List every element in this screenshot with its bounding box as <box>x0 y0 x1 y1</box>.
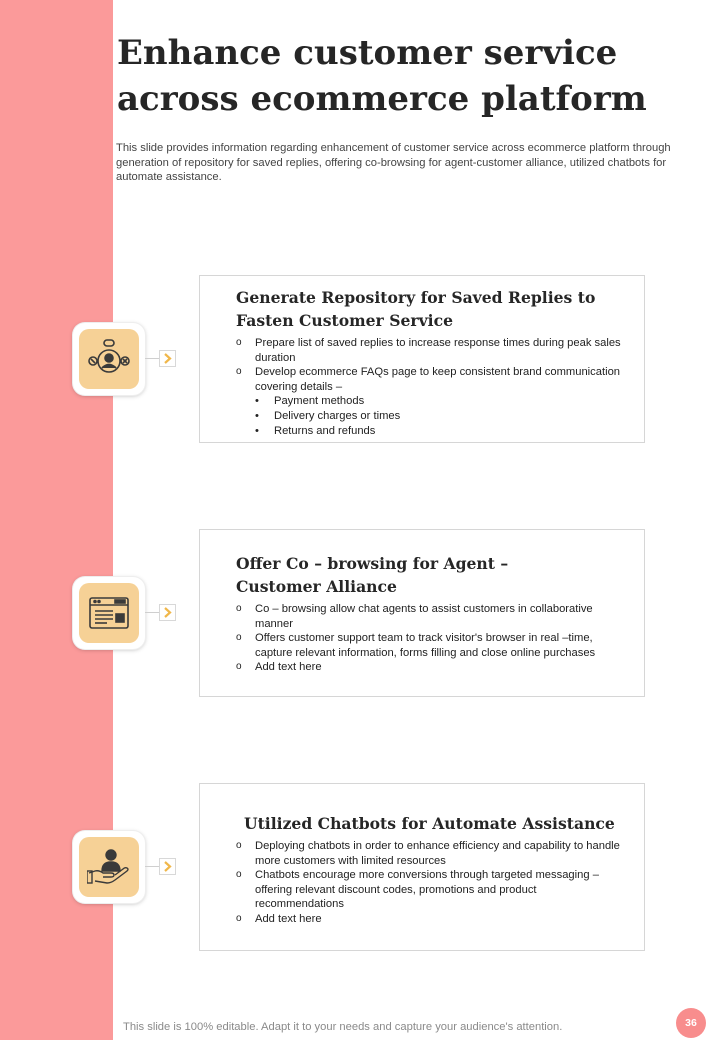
sub-list-item: • Delivery charges or times <box>255 409 628 424</box>
card-saved-replies <box>199 275 645 443</box>
page-number-badge: 36 <box>676 1008 706 1038</box>
card-co-browsing <box>199 529 645 697</box>
list-item: o Add text here <box>236 912 628 927</box>
hand-holding-person-icon <box>79 837 139 897</box>
footer-note: This slide is 100% editable. Adapt it to your needs and capture your audience's attention. <box>123 1021 563 1033</box>
list-item: o Add text here <box>236 660 628 675</box>
browser-window-icon <box>79 583 139 643</box>
card-heading: Utilized Chatbots for Automate Assistance <box>244 814 615 833</box>
list-item-text: Develop ecommerce FAQs page to keep consistent brand communication covering details – <box>255 366 621 393</box>
chevron-right-icon <box>159 604 176 621</box>
card-points <box>236 602 628 675</box>
card-heading: Generate Repository for Saved Replies to Fasten Customer Service <box>236 288 596 330</box>
sub-points <box>255 394 628 438</box>
list-item <box>236 365 628 438</box>
connector-line-2 <box>145 612 159 613</box>
list-item: o Prepare list of saved replies to increase response times during peak sales duration <box>236 336 628 365</box>
list-item: o Deploying chatbots in order to enhance efficiency and capability to handle more customers with limited resources <box>236 839 628 868</box>
list-item: o Chatbots encourage more conversions through targeted messaging – offering relevant discount codes, promotions and product recommendations <box>236 868 628 912</box>
chevron-right-icon <box>159 350 176 367</box>
list-item: o Offers customer support team to track visitor's browser in real –time, capture relevant information, forms filling and close online purchases <box>236 631 628 660</box>
connector-line-3 <box>145 866 159 867</box>
icon-tile-3 <box>73 831 145 903</box>
icon-tile-1 <box>73 323 145 395</box>
customer-support-icon <box>79 329 139 389</box>
page-subtitle: This slide provides information regarding enhancement of customer service across ecommerce platform through generation of repository for saved replies, offering co-browsing for agent-customer alliance, utilized chatbots for automate assistance. <box>116 142 671 183</box>
icon-tile-2 <box>73 577 145 649</box>
card-heading: Offer Co – browsing for Agent – Customer Alliance <box>236 554 509 596</box>
page-title: Enhance customer service across ecommerce platform <box>117 33 647 119</box>
card-points <box>236 839 628 927</box>
list-item: o Co – browsing allow chat agents to assist customers in collaborative manner <box>236 602 628 631</box>
chevron-right-icon <box>159 858 176 875</box>
sub-list-item: • Payment methods <box>255 394 628 409</box>
sub-list-item: • Returns and refunds <box>255 424 628 439</box>
card-points <box>236 336 628 438</box>
connector-line-1 <box>145 358 159 359</box>
card-chatbots <box>199 783 645 951</box>
